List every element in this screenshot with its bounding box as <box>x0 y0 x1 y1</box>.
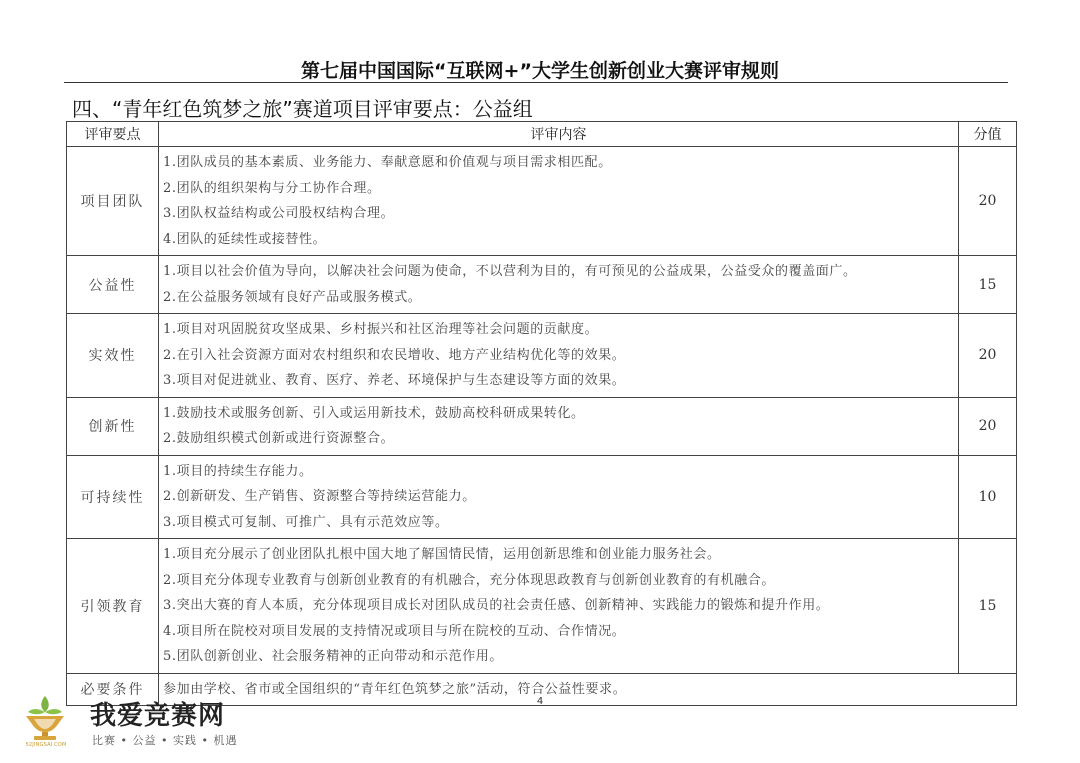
criterion-item: 3.项目对促进就业、教育、医疗、养老、环境保护与生态建设等方面的效果。 <box>163 373 626 388</box>
table-row <box>67 539 1017 674</box>
table-row <box>67 397 1017 455</box>
criterion-item: 2.鼓励组织模式创新或进行资源整合。 <box>163 431 395 446</box>
table-row <box>67 256 1017 314</box>
criterion-item: 1.项目对巩固脱贫攻坚成果、乡村振兴和社区治理等社会问题的贡献度。 <box>163 322 599 337</box>
row-content <box>159 539 959 674</box>
row-score: 15 <box>959 539 1017 674</box>
row-score: 15 <box>959 256 1017 314</box>
row-content <box>159 314 959 398</box>
criterion-item: 2.团队的组织架构与分工协作合理。 <box>163 180 381 196</box>
criterion-item: 2.在公益服务领域有良好产品或服务模式。 <box>163 289 422 305</box>
row-point: 引领教育 <box>67 539 159 674</box>
logo-name: 我爱竞赛网 <box>90 701 226 731</box>
requirement-text: 参加由学校、省市或全国组织的“青年红色筑梦之旅”活动，符合公益性要求。 <box>163 681 627 697</box>
criterion-item: 1.项目的持续生存能力。 <box>163 463 313 479</box>
criterion-item: 2.创新研发、生产销售、资源整合等持续运营能力。 <box>163 489 476 504</box>
criterion-item: 5.团队创新创业、社会服务精神的正向带动和示范作用。 <box>163 649 504 664</box>
criterion-item: 2.项目充分体现专业教育与创新创业教育的有机融合，充分体现思政教育与创新创业教育的有机融合。 <box>163 572 776 588</box>
logo-slogan: 比赛 • 公益 • 实践 • 机遇 <box>92 734 238 747</box>
table-header-row <box>67 122 1017 147</box>
criterion-item: 2.在引入社会资源方面对农村组织和农民增收、地方产业结构优化等的效果。 <box>163 347 626 363</box>
row-point: 可持续性 <box>67 455 159 539</box>
criterion-item: 3.项目模式可复制、可推广、具有示范效应等。 <box>163 514 449 530</box>
document-title: 第七届中国国际“互联网+”大学生创新创业大赛评审规则 <box>301 60 779 82</box>
row-point: 项目团队 <box>67 147 159 256</box>
row-score: 20 <box>959 314 1017 398</box>
row-point: 公益性 <box>67 256 159 314</box>
table-row <box>67 147 1017 256</box>
row-point: 创新性 <box>67 397 159 455</box>
row-content <box>159 397 959 455</box>
logo-url: 52JINGSAI.COM <box>25 742 67 748</box>
criteria-table <box>66 121 1017 706</box>
row-score: 20 <box>959 147 1017 256</box>
row-point: 实效性 <box>67 314 159 398</box>
criterion-item: 1.团队成员的基本素质、业务能力、奉献意愿和价值观与项目需求相匹配。 <box>163 155 612 170</box>
criterion-item: 1.项目以社会价值为导向，以解决社会问题为使命，不以营利为目的，有可预见的公益成果，公益受众的覆盖面广。 <box>163 264 857 279</box>
row-score: 20 <box>959 397 1017 455</box>
row-content <box>159 147 959 256</box>
row-content <box>159 256 959 314</box>
header-score: 分值 <box>959 122 1017 147</box>
row-score: 10 <box>959 455 1017 539</box>
header-point: 评审要点 <box>67 122 159 147</box>
site-logo[interactable] <box>14 690 254 754</box>
table-row <box>67 455 1017 539</box>
section-heading: 四、“青年红色筑梦之旅”赛道项目评审要点：公益组 <box>72 97 533 121</box>
header-content: 评审内容 <box>159 122 959 147</box>
criterion-item: 1.项目充分展示了创业团队扎根中国大地了解国情民情，运用创新思维和创业能力服务社会。 <box>163 547 721 562</box>
page-number: 4 <box>536 696 544 707</box>
criterion-item: 4.团队的延续性或接替性。 <box>163 231 327 247</box>
criterion-item: 4.项目所在院校对项目发展的支持情况或项目与所在院校的互动、合作情况。 <box>163 623 626 639</box>
table-row <box>67 314 1017 398</box>
criterion-item: 1.鼓励技术或服务创新、引入或运用新技术，鼓励高校科研成果转化。 <box>163 405 585 421</box>
criterion-item: 3.团队权益结构或公司股权结构合理。 <box>163 206 395 221</box>
requirement-point: 必要条件 <box>67 673 159 706</box>
criterion-item: 3.突出大赛的育人本质，充分体现项目成长对团队成员的社会责任感、创新精神、实践能力的锻炼和提升作用。 <box>163 598 830 613</box>
row-content <box>159 455 959 539</box>
title-divider <box>64 82 1008 83</box>
